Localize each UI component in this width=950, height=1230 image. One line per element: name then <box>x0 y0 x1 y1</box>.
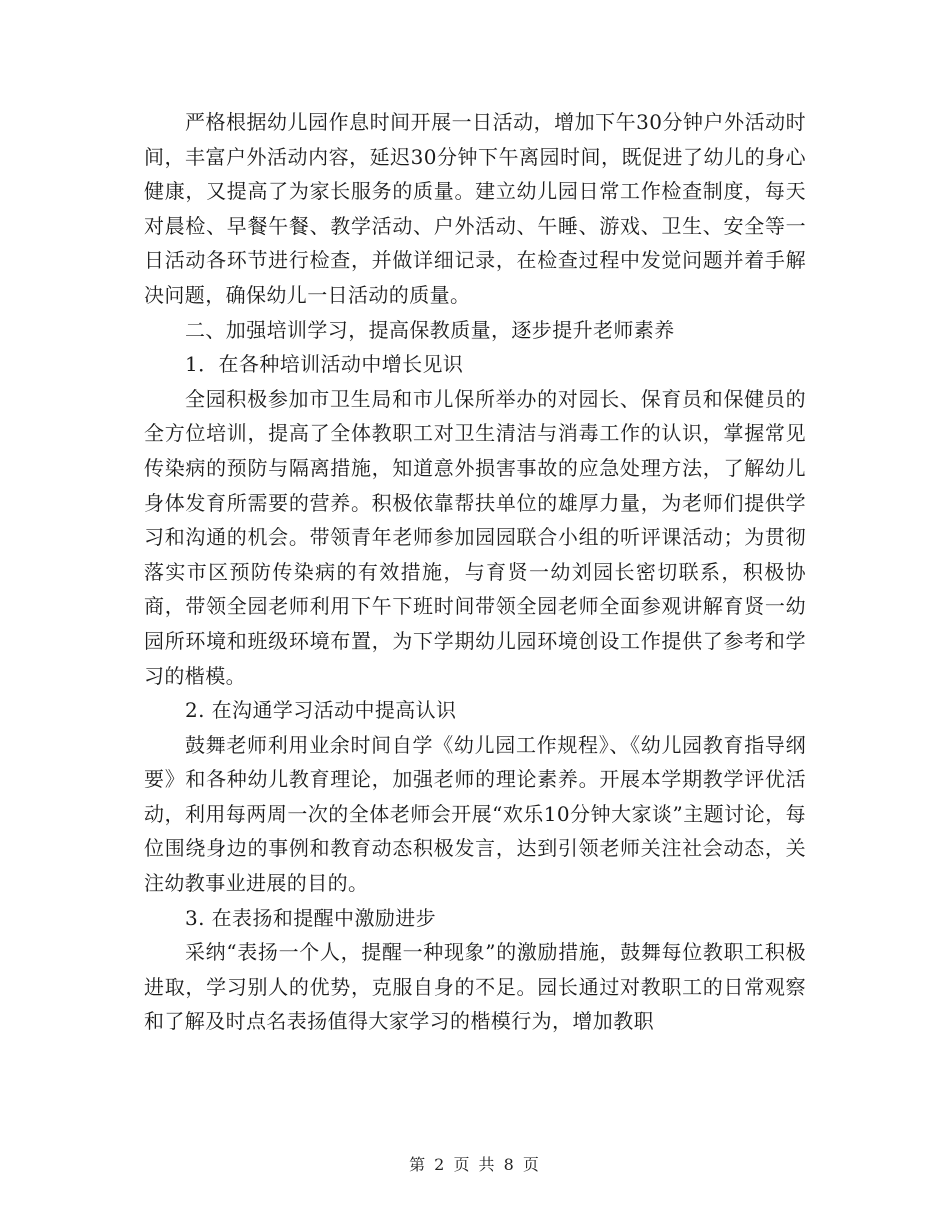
subheading-praise-reminder: 3. 在表扬和提醒中激励进步 <box>185 905 437 930</box>
document-body <box>144 105 806 1039</box>
paragraph-praise-details: 采纳“表扬一个人，提醒一种现象”的激励措施，鼓舞每位教职工积极进取，学习别人的优势，克服自身的不足。园长通过对教职工的日常观察和了解及时点名表扬值得大家学习的楷模行为，增加教职 <box>144 940 806 1034</box>
paragraph-training-details: 全园积极参加市卫生局和市儿保所举办的对园长、保育员和保健员的全方位培训，提高了全体教职工对卫生清洁与消毒工作的认识，掌握常见传染病的预防与隔离措施，知道意外损害事故的应急处理方法，了解幼儿身体发育所需要的营养。积极依靠帮扶单位的雄厚力量，为老师们提供学习和沟通的机会。带领青年老师参加园园联合小组的听评课活动；为贯彻落实市区预防传染病的有效措施，与育贤一幼刘园长密切联系，积极协商，带领全园老师利用下午下班时间带领全园老师全面参观讲解育贤一幼园所环境和班级环境布置，为下学期幼儿园环境创设工作提供了参考和学习的楷模。 <box>144 386 806 688</box>
paragraph-communication-details: 鼓舞老师利用业余时间自学《幼儿园工作规程》、《幼儿园教育指导纲要》和各种幼儿教育理论，加强老师的理论素养。开展本学期教学评优活动，利用每两周一次的全体老师会开展“欢乐10分钟大家谈”主题讨论，每位围绕身边的事例和教育动态积极发言，达到引领老师关注社会动态，关注幼教事业进展的目的。 <box>144 732 806 896</box>
section-heading-training: 二、加强培训学习，提高保教质量，逐步提升老师素养 <box>185 317 675 342</box>
page-number-footer: 第 2 页 共 8 页 <box>409 1155 541 1174</box>
subheading-training-activities: 1．在各种培训活动中增长见识 <box>185 352 464 377</box>
subheading-communication-learning: 2. 在沟通学习活动中提高认识 <box>185 698 457 723</box>
paragraph-daily-activities: 严格根据幼儿园作息时间开展一日活动，增加下午30分钟户外活动时间，丰富户外活动内容，延迟30分钟下午离园时间，既促进了幼儿的身心健康，又提高了为家长服务的质量。建立幼儿园日常工作检查制度，每天对晨检、早餐午餐、教学活动、户外活动、午睡、游戏、卫生、安全等一日活动各环节进行检查，并做详细记录，在检查过程中发觉问题并着手解决问题，确保幼儿一日活动的质量。 <box>144 110 806 307</box>
